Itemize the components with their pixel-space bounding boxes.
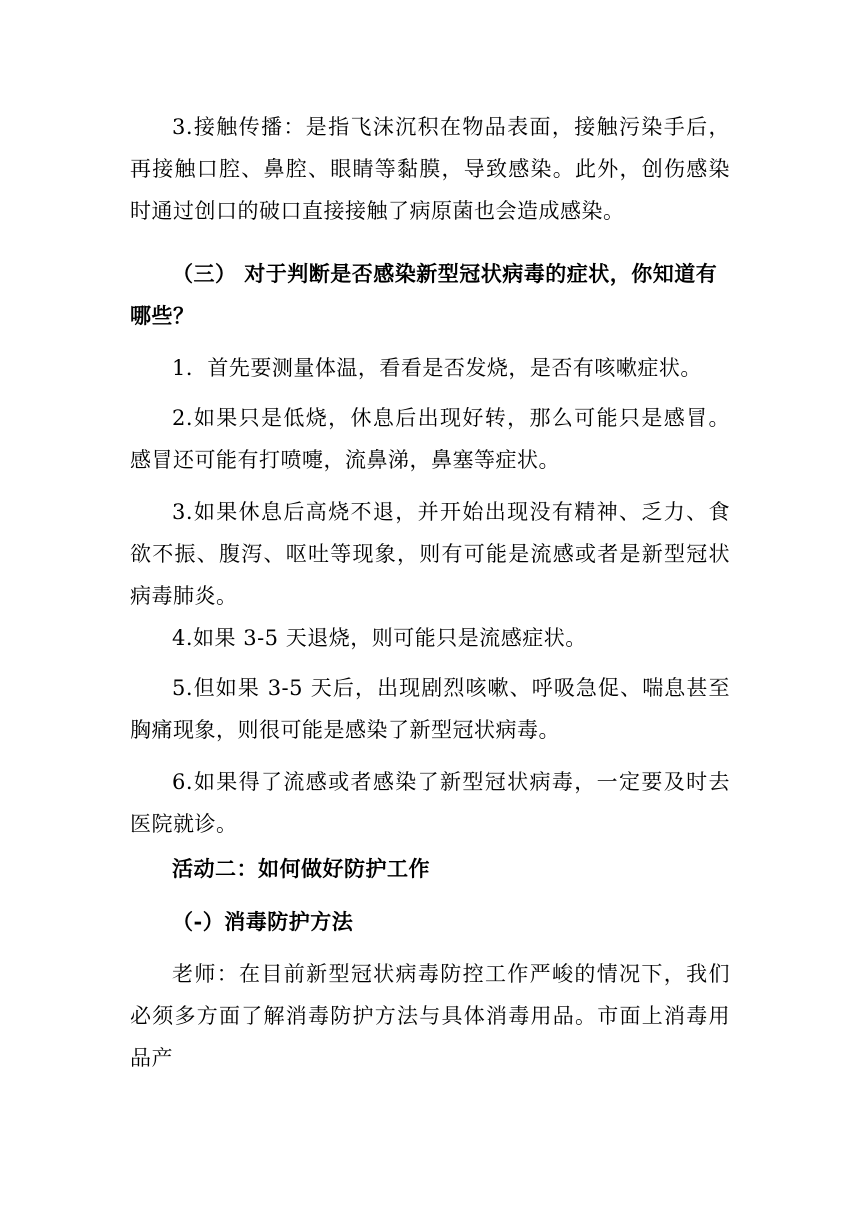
list-item-symptom-4: 4.如果 3-5 天退烧，则可能只是流感症状。 (172, 626, 587, 650)
list-item-symptom-1: 1．首先要测量体温，看看是否发烧，是否有咳嗽症状。 (172, 356, 702, 380)
section-heading-symptoms: （三） 对于判断是否感染新型冠状病毒的症状，你知道有哪些？ (130, 261, 718, 328)
list-item-symptom-2: 2.如果只是低烧，休息后出现好转，那么可能只是感冒。感冒还可能有打喷嚏，流鼻涕，鼻塞等症状。 (130, 406, 730, 472)
paragraph-contact-transmission: 3.接触传播：是指飞沫沉积在物品表面，接触污染手后，再接触口腔、鼻腔、眼睛等黏膜，导致感染。此外，创伤感染时通过创口的破口直接接触了病原菌也会造成感染。 (130, 115, 730, 223)
list-item-symptom-5: 5.但如果 3-5 天后，出现剧烈咳嗽、呼吸急促、喘息甚至胸痛现象，则很可能是感染了新型冠状病毒。 (130, 676, 730, 742)
activity-heading: 活动二：如何做好防护工作 (172, 856, 430, 881)
list-item-symptom-3: 3.如果休息后高烧不退，并开始出现没有精神、乏力、食欲不振、腹泻、呕吐等现象，则有可能是流感或者是新型冠状病毒肺炎。 (130, 500, 730, 608)
subsection-heading-disinfection: （-）消毒防护方法 (172, 909, 354, 934)
list-item-symptom-6: 6.如果得了流感或者感染了新型冠状病毒，一定要及时去医院就诊。 (130, 770, 730, 836)
paragraph-teacher: 老师：在目前新型冠状病毒防控工作严峻的情况下，我们必须多方面了解消毒防护方法与具体消毒用品。市面上消毒用品产 (130, 962, 730, 1070)
